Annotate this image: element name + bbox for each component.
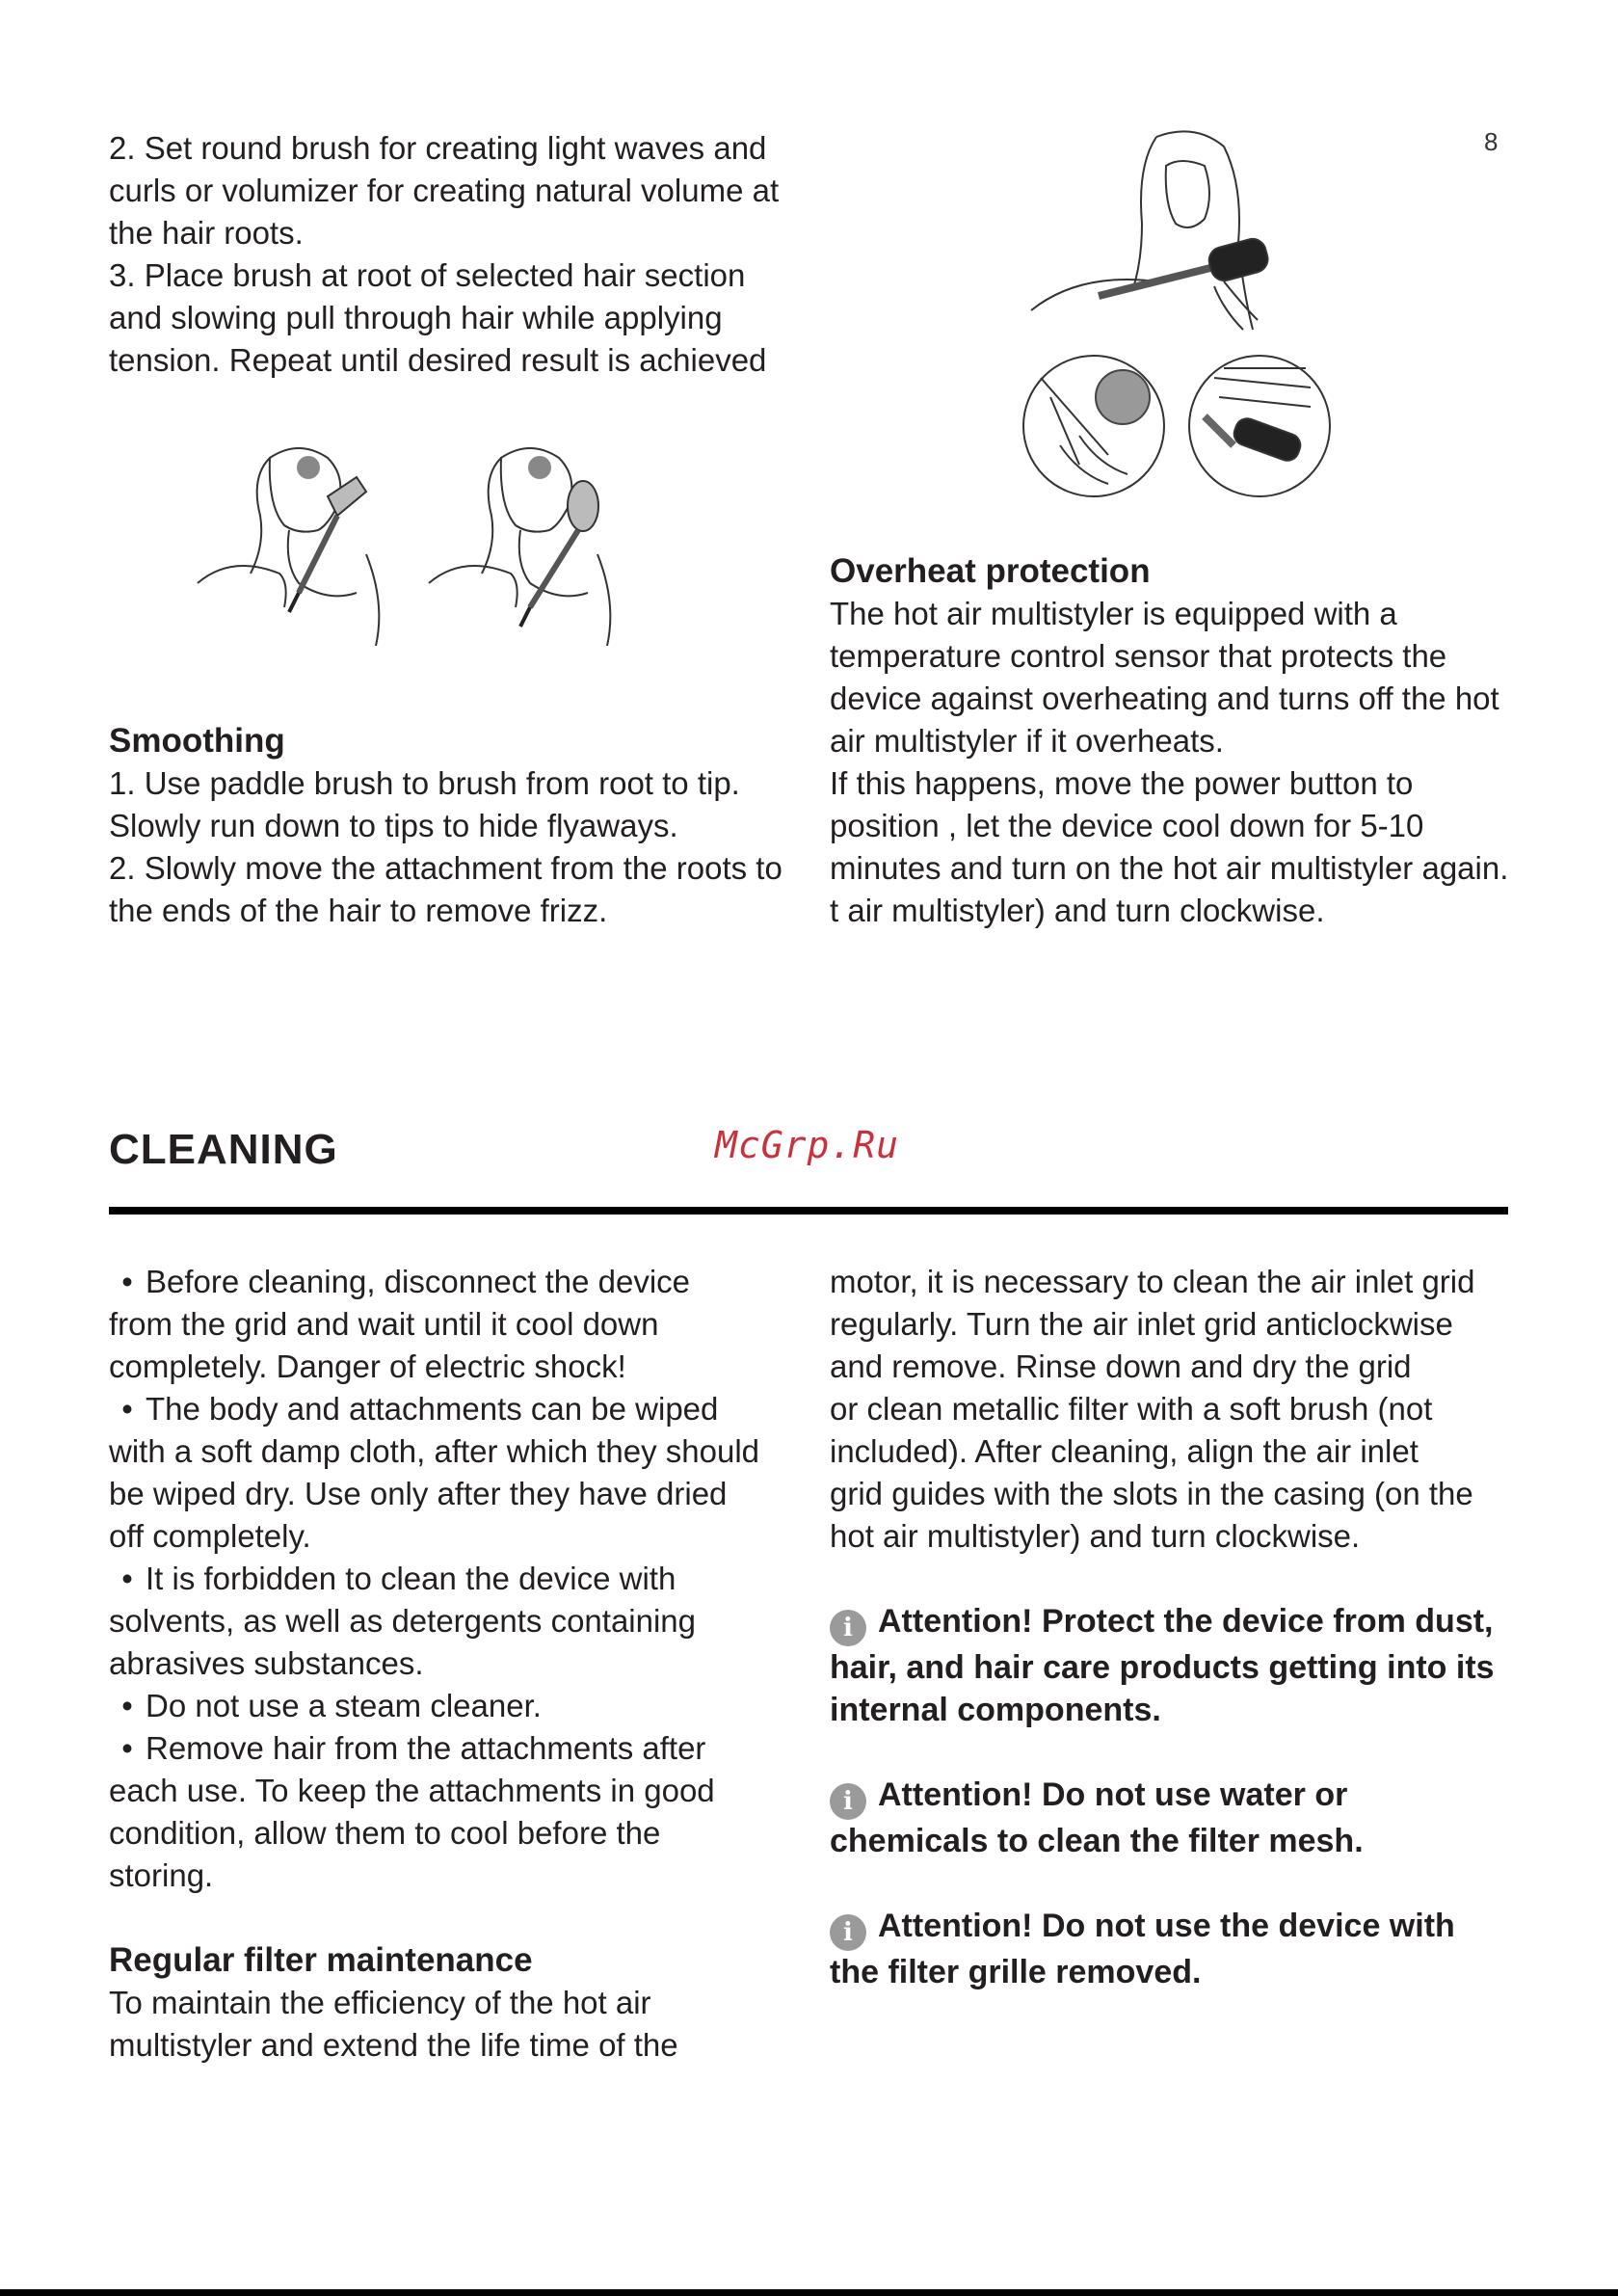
smoothing-section: [109, 720, 803, 932]
detail-circle-right: [1189, 356, 1330, 496]
attention-note: [830, 1774, 1514, 1862]
text-line: included). After cleaning, align the air inlet: [830, 1433, 1419, 1469]
woman-figure-right: [429, 448, 610, 646]
text-line: the hair roots.: [109, 215, 304, 251]
text-line: abrasives substances.: [109, 1645, 424, 1681]
text-line: and remove. Rinse down and dry the grid: [830, 1348, 1412, 1384]
cleaning-title: CLEANING: [109, 1126, 338, 1173]
attention-line: [830, 1774, 1514, 1820]
text-line: completely. Danger of electric shock!: [109, 1348, 626, 1384]
text-line: curls or volumizer for creating natural volume at: [109, 173, 780, 208]
section-divider: [109, 1207, 1508, 1215]
text-line: Slowly run down to tips to hide flyaways.: [109, 808, 678, 843]
attention-note: [830, 1600, 1514, 1731]
bullet-line: • The body and attachments can be wiped: [109, 1388, 803, 1430]
info-icon: i: [830, 1783, 866, 1820]
smoothing-title: Smoothing: [109, 722, 285, 760]
text-line: condition, allow them to cool before the: [109, 1815, 661, 1851]
spacer: [109, 1897, 803, 1939]
paddle-brush-illustration: [1021, 127, 1368, 508]
text-line: solvents, as well as detergents containing: [109, 1603, 697, 1639]
text-line: 1. Use paddle brush to brush from root to tip.: [109, 765, 740, 801]
attention-line: [830, 1905, 1514, 1951]
detail-circle-left: [1023, 356, 1164, 496]
text-line: with a soft damp cloth, after which they should: [109, 1433, 760, 1469]
attention-line: chemicals to clean the filter mesh.: [830, 1823, 1364, 1859]
text-line: position , let the device cool down for 5-10: [830, 808, 1424, 843]
text-line: grid guides with the slots in the casing (on the: [830, 1476, 1473, 1511]
text-line: device against overheating and turns off the hot: [830, 681, 1499, 716]
text-line: To maintain the efficiency of the hot air: [109, 1985, 651, 2020]
text-line: temperature control sensor that protects the: [830, 638, 1447, 674]
info-icon: i: [830, 1914, 866, 1951]
text-line: tension. Repeat until desired result is achieved: [109, 342, 767, 378]
text-line: and slowing pull through hair while applying: [109, 300, 723, 335]
attention-note: [830, 1905, 1514, 1993]
text-line: hot air multistyler) and turn clockwise.: [830, 1518, 1361, 1554]
filter-maintenance-title: Regular filter maintenance: [109, 1941, 533, 1979]
bullet-line: • Remove hair from the attachments after: [109, 1727, 803, 1770]
text-line: 3. Place brush at root of selected hair section: [109, 257, 746, 293]
spacer: [830, 1558, 1514, 1600]
overheat-section: [830, 550, 1514, 932]
cleaning-right-column: [830, 1261, 1514, 1993]
bullet-line: • Do not use a steam cleaner.: [109, 1685, 803, 1727]
woman-figure-left: [198, 448, 379, 646]
bottom-edge: [0, 2289, 1618, 2296]
text-line: each use. To keep the attachments in good: [109, 1773, 715, 1808]
text-line: the ends of the hair to remove frizz.: [109, 893, 608, 928]
text-line: If this happens, move the power button to: [830, 765, 1414, 801]
cleaning-left-column: [109, 1261, 803, 2067]
text-line: regularly. Turn the air inlet grid anticlockwise: [830, 1306, 1453, 1342]
attention-line: hair, and hair care products getting into its: [830, 1649, 1495, 1686]
text-line: storing.: [109, 1857, 214, 1893]
page-number: 8: [1484, 127, 1499, 156]
text-line: air multistyler if it overheats.: [830, 723, 1224, 759]
text-line: multistyler and extend the life time of the: [109, 2027, 678, 2063]
text-line: off completely.: [109, 1518, 311, 1554]
spacer: [830, 1731, 1514, 1774]
bullet-line: • Before cleaning, disconnect the device: [109, 1261, 803, 1303]
text-line: or clean metallic filter with a soft brush (not: [830, 1391, 1433, 1427]
styling-steps: [109, 127, 783, 382]
attention-text: Attention! Do not use the device with: [878, 1908, 1455, 1944]
attention-line: internal components.: [830, 1692, 1161, 1728]
attention-text: Attention! Do not use water or: [878, 1776, 1348, 1813]
overheat-title: Overheat protection: [830, 552, 1151, 590]
text-line: be wiped dry. Use only after they have dried: [109, 1476, 728, 1511]
text-line: The hot air multistyler is equipped with a: [830, 596, 1397, 631]
text-line: t air multistyler) and turn clockwise.: [830, 893, 1325, 928]
woman-figure-top: [1031, 131, 1271, 330]
attention-line: the filter grille removed.: [830, 1954, 1202, 1990]
text-line: 2. Set round brush for creating light waves and: [109, 130, 767, 166]
info-icon: i: [830, 1610, 866, 1646]
bullet-line: • It is forbidden to clean the device with: [109, 1558, 803, 1600]
round-brush-illustration: [193, 439, 626, 646]
attention-line: [830, 1600, 1514, 1646]
spacer: [830, 1862, 1514, 1905]
text-line: minutes and turn on the hot air multistyler again.: [830, 850, 1509, 886]
text-line: 2. Slowly move the attachment from the roots to: [109, 850, 782, 886]
watermark: McGrp.Ru: [715, 1124, 900, 1166]
attention-text: Attention! Protect the device from dust,: [878, 1603, 1494, 1640]
text-line: from the grid and wait until it cool down: [109, 1306, 659, 1342]
text-line: motor, it is necessary to clean the air inlet grid: [830, 1264, 1475, 1299]
